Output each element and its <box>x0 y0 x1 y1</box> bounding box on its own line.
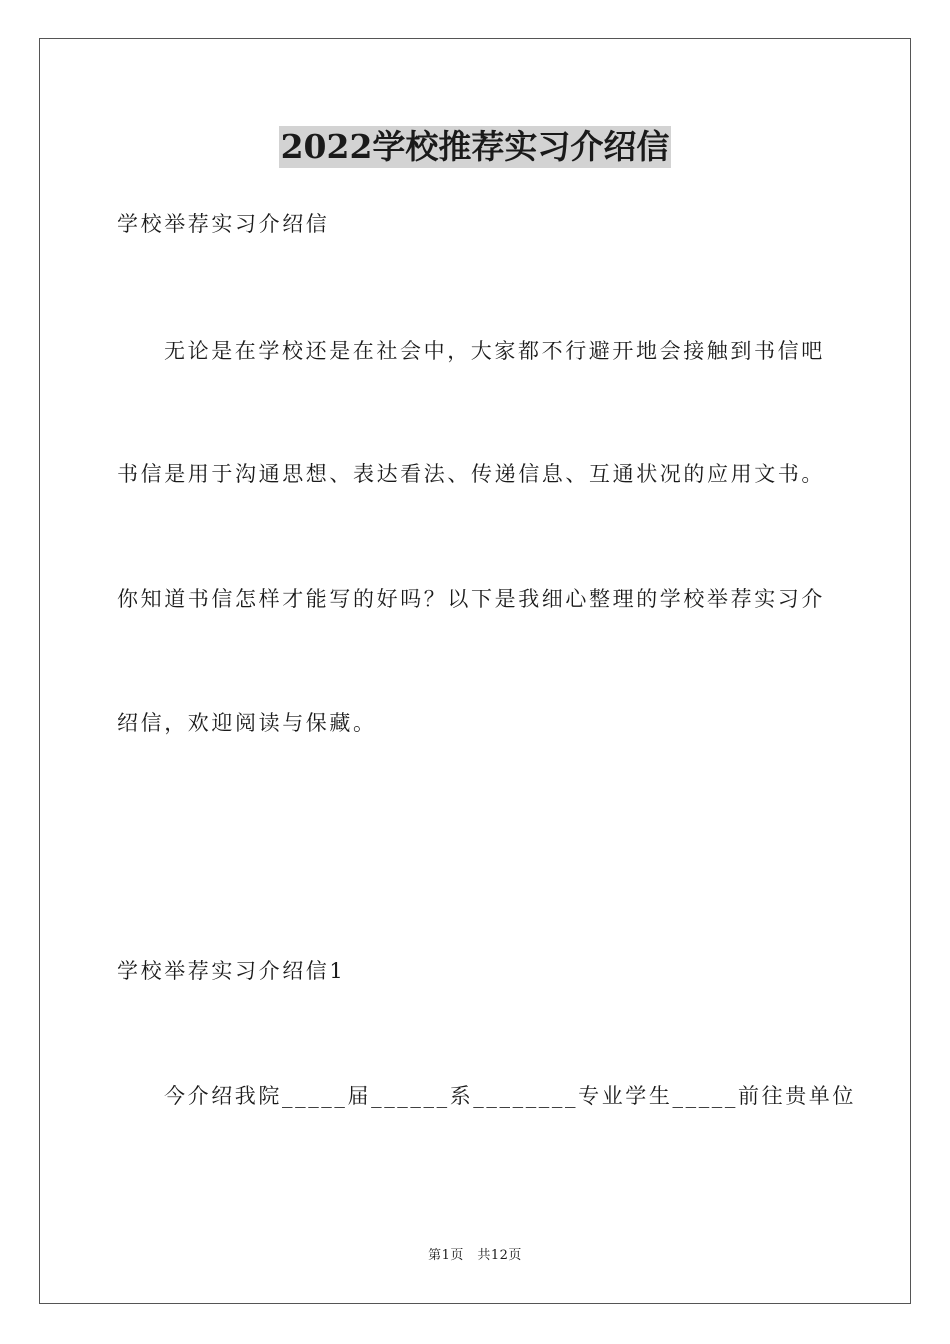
section-heading: 学校举荐实习介绍信1 <box>117 959 346 983</box>
title-container <box>0 126 950 168</box>
page-footer <box>0 1247 950 1265</box>
subtitle-line: 学校举荐实习介绍信 <box>117 212 330 236</box>
paragraph-line: 你知道书信怎样才能写的好吗？以下是我细心整理的学校举荐实习介 <box>117 587 825 611</box>
paragraph-line: 书信是用于沟通思想、表达看法、传递信息、互通状况的应用文书。 <box>117 462 825 486</box>
page-number-label: 第1页 共12页 <box>428 1248 522 1263</box>
paragraph-line: 绍信，欢迎阅读与保藏。 <box>117 711 377 735</box>
paragraph-line: 今介绍我院_____届______系________专业学生_____前往贵单位 <box>164 1084 856 1108</box>
paragraph-line: 无论是在学校还是在社会中，大家都不行避开地会接触到书信吧 <box>164 339 825 363</box>
document-title: 2022学校推荐实习介绍信 <box>280 127 670 166</box>
